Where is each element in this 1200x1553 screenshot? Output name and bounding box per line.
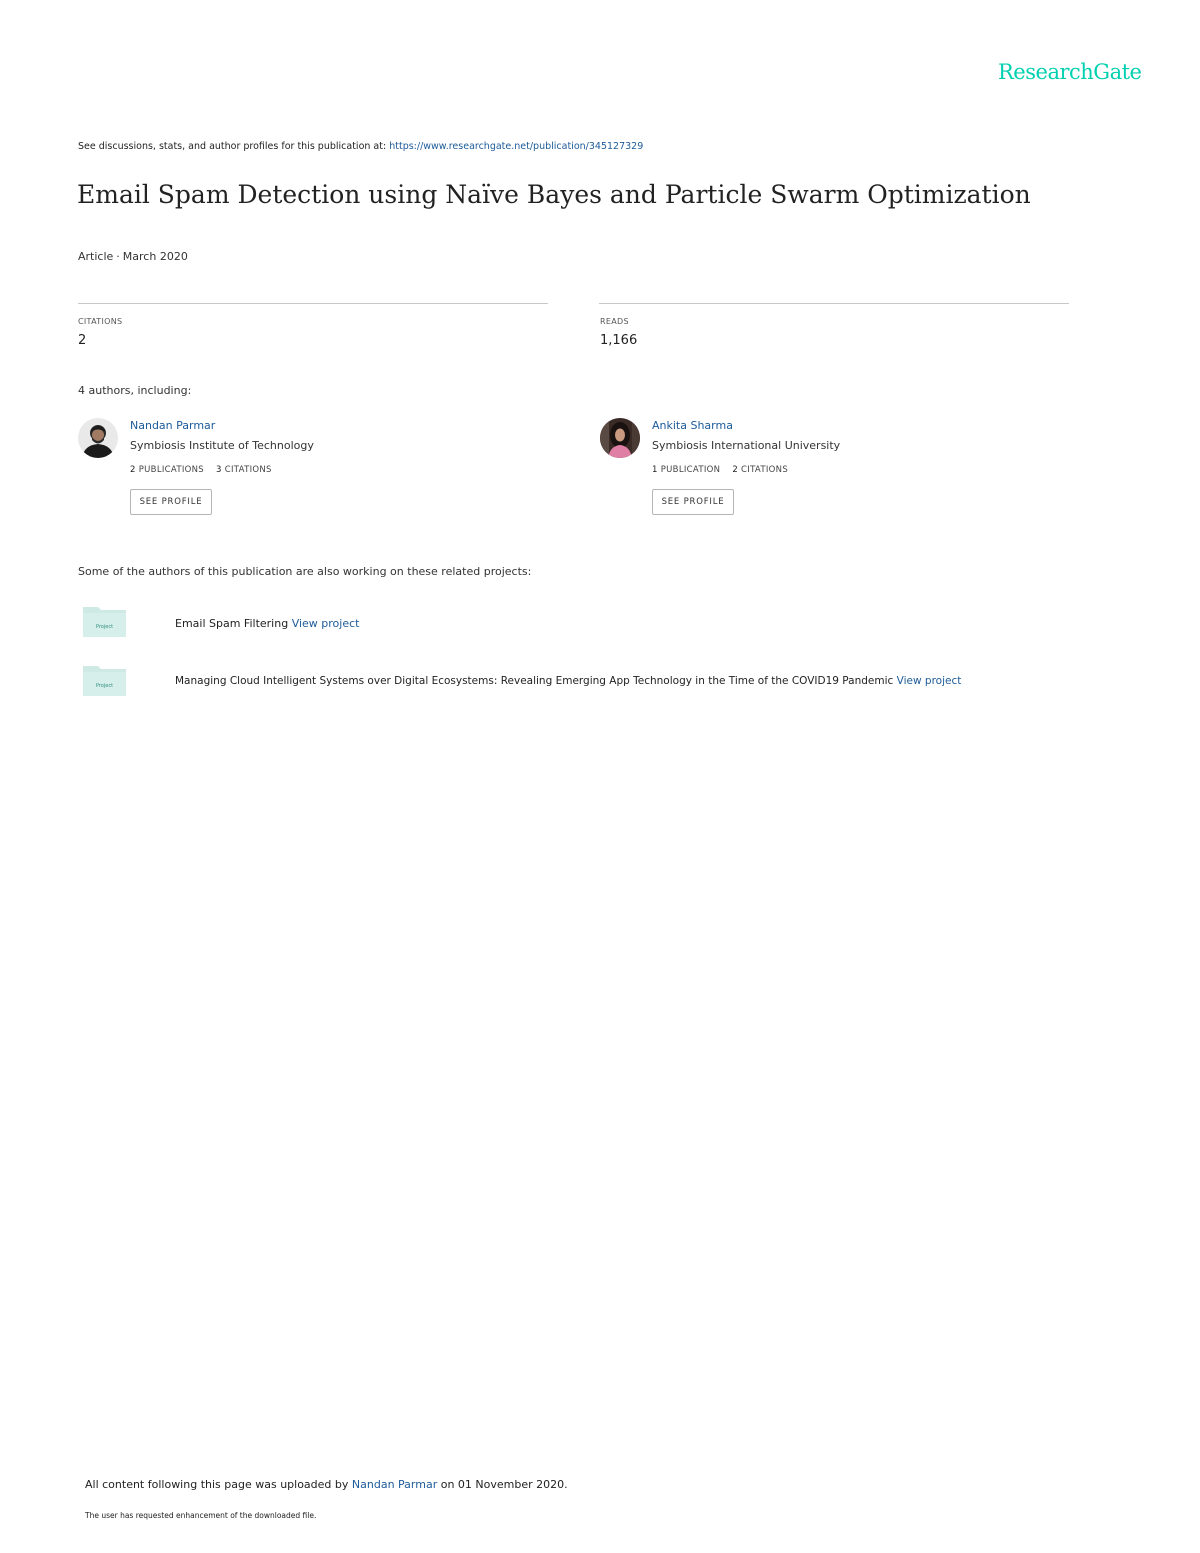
project-icon-label: Project bbox=[95, 624, 114, 630]
reads-label: READS bbox=[600, 317, 629, 326]
project-icon-label: Project bbox=[95, 683, 114, 689]
project-folder-icon bbox=[83, 663, 126, 696]
upload-info bbox=[85, 1478, 568, 1491]
author-name-link[interactable]: Ankita Sharma bbox=[652, 419, 733, 432]
publication-type: Article bbox=[78, 250, 114, 263]
author-publications-count: 2 bbox=[130, 465, 136, 475]
reads-divider bbox=[599, 303, 1069, 304]
author-name-link[interactable]: Nandan Parmar bbox=[130, 419, 216, 432]
author-citations-label: CITATIONS bbox=[741, 465, 789, 475]
citations-divider bbox=[78, 303, 548, 304]
project-item bbox=[175, 675, 961, 687]
related-projects-heading: Some of the authors of this publication are also working on these related projects: bbox=[78, 565, 532, 578]
project-folder-graphic bbox=[83, 663, 126, 696]
project-title: Email Spam Filtering bbox=[175, 617, 289, 630]
see-profile-button[interactable]: SEE PROFILE bbox=[652, 489, 734, 515]
publication-date: March 2020 bbox=[122, 250, 188, 263]
author-publications-label: PUBLICATIONS bbox=[138, 465, 204, 475]
project-folder-icon bbox=[83, 604, 126, 637]
publication-title: Email Spam Detection using Naïve Bayes and Particle Swarm Optimization bbox=[77, 180, 1031, 209]
see-discussions-text: See discussions, stats, and author profiles for this publication at: bbox=[78, 141, 387, 152]
view-project-link[interactable]: View project bbox=[291, 617, 360, 630]
project-title: Managing Cloud Intelligent Systems over Digital Ecosystems: Revealing Emerging App Technology in the Time of the COVID19 Pandemic bbox=[175, 675, 894, 687]
author-institution: Symbiosis International University bbox=[652, 439, 841, 452]
upload-prefix: All content following this page was uploaded by bbox=[85, 1478, 349, 1491]
reads-value: 1,166 bbox=[600, 333, 638, 348]
meta-separator: · bbox=[116, 250, 120, 263]
avatar-photo-icon bbox=[600, 418, 640, 458]
author-citations-label: CITATIONS bbox=[224, 465, 272, 475]
avatar-photo-icon bbox=[78, 418, 118, 458]
author-institution: Symbiosis Institute of Technology bbox=[130, 439, 314, 452]
uploader-link[interactable]: Nandan Parmar bbox=[351, 1478, 438, 1491]
publication-meta bbox=[78, 250, 188, 263]
upload-suffix: on 01 November 2020. bbox=[440, 1478, 568, 1491]
author-publications-count: 1 bbox=[652, 465, 658, 475]
citations-value: 2 bbox=[78, 333, 87, 348]
see-profile-button[interactable]: SEE PROFILE bbox=[130, 489, 212, 515]
author-citations-count: 2 bbox=[732, 465, 739, 475]
author-citations-count: 3 bbox=[216, 465, 222, 475]
citations-label: CITATIONS bbox=[78, 317, 123, 326]
author-stats bbox=[652, 465, 788, 475]
author-publications-label: PUBLICATION bbox=[660, 465, 721, 475]
author-stats bbox=[130, 465, 272, 475]
project-folder-graphic bbox=[83, 604, 126, 637]
authors-heading: 4 authors, including: bbox=[78, 384, 192, 397]
project-item bbox=[175, 617, 359, 630]
author-avatar[interactable] bbox=[600, 418, 640, 458]
view-project-link[interactable]: View project bbox=[896, 675, 962, 687]
download-note: The user has requested enhancement of the downloaded file. bbox=[85, 1511, 317, 1520]
publication-url-link[interactable]: https://www.researchgate.net/publication/345127329 bbox=[389, 141, 644, 152]
author-avatar[interactable] bbox=[78, 418, 118, 458]
publication-link-line bbox=[78, 141, 643, 152]
researchgate-logo[interactable]: ResearchGate bbox=[998, 60, 1142, 84]
